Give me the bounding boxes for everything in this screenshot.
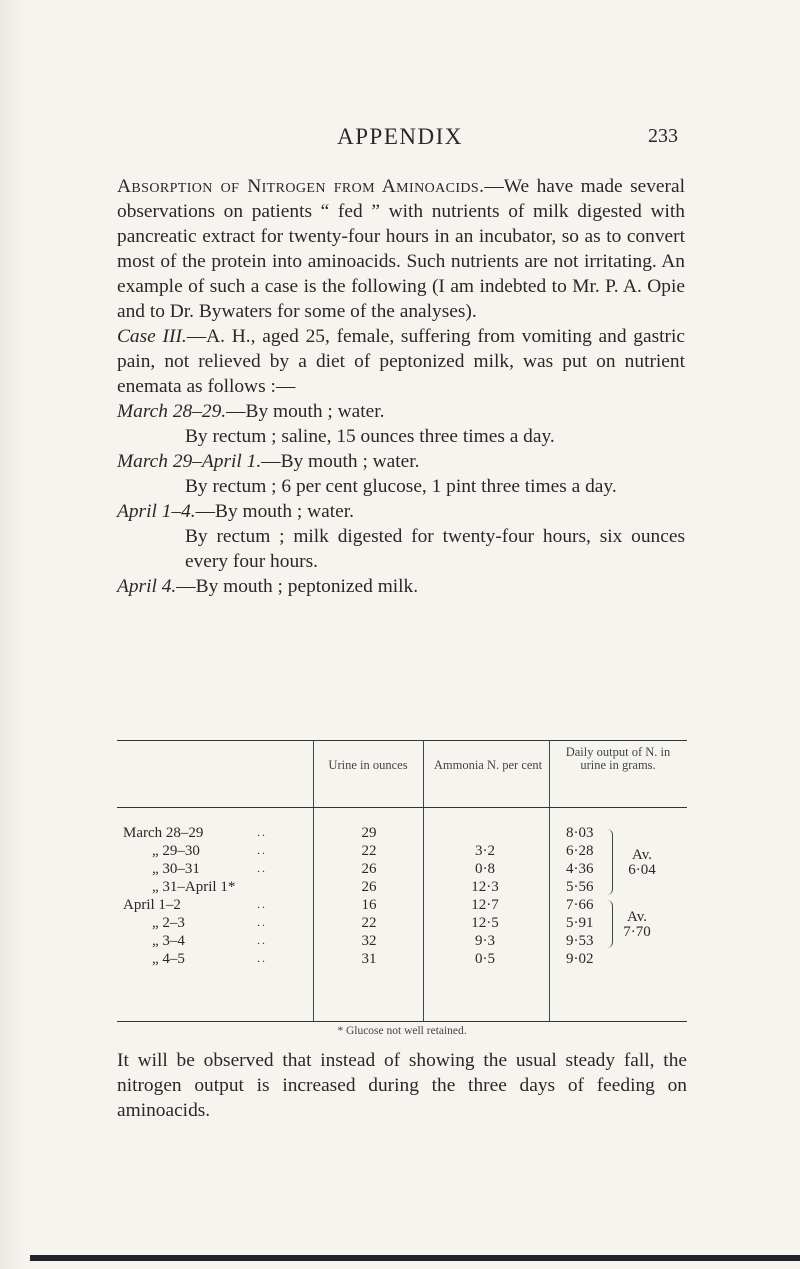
- schedule-mouth: —By mouth ; peptonized milk.: [176, 576, 419, 597]
- table-row: [117, 879, 687, 894]
- average-group: [617, 848, 667, 878]
- row-daily: 8·03: [566, 825, 594, 841]
- row-period: 31–April 1*: [162, 879, 236, 895]
- row-ammonia: 12·5: [471, 915, 499, 931]
- row-month: „: [152, 933, 159, 949]
- table-bottom-rule: [117, 1021, 687, 1022]
- row-urine: 31: [361, 951, 377, 967]
- average-group: [617, 910, 657, 940]
- table-top-rule: [117, 740, 687, 741]
- case-paragraph: [117, 324, 685, 399]
- table-row: „ 30–31 .. 26 0·8 4·36: [117, 861, 687, 876]
- header-daily-output: Daily output of N. in urine in grams.: [565, 745, 671, 772]
- table-row: „ 4–5 .. 31 0·5 9·02: [117, 951, 687, 966]
- row-daily: 5·56: [566, 879, 594, 895]
- schedule-date: March 28–29.: [117, 401, 227, 422]
- body-text: [117, 174, 685, 599]
- header-urine: Urine in ounces: [328, 758, 408, 772]
- row-daily: 5·91: [566, 915, 594, 931]
- page-header: [120, 124, 680, 154]
- average-label: Av.: [632, 847, 652, 863]
- table-row: March 28–29 .. 29 8·03: [117, 825, 687, 840]
- row-urine: 22: [361, 915, 377, 931]
- row-month: „: [152, 915, 159, 931]
- row-urine: 26: [361, 879, 377, 895]
- row-ammonia: 3·2: [475, 843, 495, 859]
- row-period: 30–31: [162, 861, 200, 877]
- closing-paragraph: [117, 1048, 687, 1123]
- header-rule: [117, 807, 687, 808]
- row-ammonia: 0·8: [475, 861, 495, 877]
- row-month: April: [123, 897, 155, 913]
- row-period: 29–30: [162, 843, 200, 859]
- row-period: 28–29: [165, 825, 204, 841]
- table-row: „ 2–3 .. 22 12·5 5·91: [117, 915, 687, 930]
- row-month: „: [152, 861, 159, 877]
- schedule-date: March 29–April 1.: [117, 451, 262, 472]
- row-month: „: [152, 951, 159, 967]
- row-period: 1–2: [158, 897, 181, 913]
- average-label: Av.: [627, 909, 647, 925]
- table-row: „ 3–4 .. 32 9·3 9·53: [117, 933, 687, 948]
- row-daily: 4·36: [566, 861, 594, 877]
- page-number: 233: [648, 125, 678, 147]
- schedule-mouth: —By mouth ; water.: [195, 501, 354, 522]
- schedule-mouth: —By mouth ; water.: [261, 451, 420, 472]
- nitrogen-table: [117, 740, 687, 967]
- case-label: Case III.: [117, 326, 187, 347]
- schedule-rectum: By rectum ; milk digested for twenty-four hours, six ounces every four hours.: [185, 526, 685, 572]
- row-ammonia: 12·7: [471, 897, 499, 913]
- row-period: 2–3: [162, 915, 185, 931]
- row-urine: 26: [361, 861, 377, 877]
- schedule-date: April 4.: [117, 576, 177, 597]
- row-ammonia: 12·3: [471, 879, 499, 895]
- gutter-shadow: [0, 0, 26, 1269]
- table-row: „ 29–30 .. 22 3·2 6·28: [117, 843, 687, 858]
- schedule-entry: [117, 574, 685, 599]
- row-urine: 22: [361, 843, 377, 859]
- schedule-entry: [117, 399, 685, 424]
- row-daily: 7·66: [566, 897, 594, 913]
- average-value: 6·04: [628, 862, 656, 878]
- row-daily: 9·53: [566, 933, 594, 949]
- average-brace: [607, 900, 613, 948]
- average-brace: [607, 829, 613, 895]
- schedule-rectum: By rectum ; 6 per cent glucose, 1 pint three times a day.: [185, 476, 617, 497]
- average-value: 7·70: [623, 924, 651, 940]
- intro-paragraph: [117, 174, 685, 324]
- row-ammonia: 0·5: [475, 951, 495, 967]
- scan-edge: [30, 1255, 800, 1261]
- table-footnote: * Glucose not well retained.: [337, 1025, 467, 1037]
- row-period: 3–4: [162, 933, 185, 949]
- case-text: —A. H., aged 25, female, suffering from vomiting and gastric pain, not relieved by a diet of peptonized milk, was put on nutrient enemata as follows :—: [117, 326, 685, 397]
- row-daily: 9·02: [566, 951, 594, 967]
- closing-text: It will be observed that instead of showing the usual steady fall, the nitrogen output is increased during the three days of feeding on aminoacids.: [117, 1050, 687, 1121]
- row-period: 4–5: [162, 951, 185, 967]
- row-urine: 29: [361, 825, 377, 841]
- schedule-rectum: By rectum ; saline, 15 ounces three times a day.: [185, 426, 555, 447]
- schedule-entry: [117, 449, 685, 474]
- row-month: March: [123, 825, 163, 841]
- table-row: April 1–2 .. 16 12·7 7·66: [117, 897, 687, 912]
- row-urine: 16: [361, 897, 377, 913]
- row-ammonia: 9·3: [475, 933, 495, 949]
- row-month: „: [152, 879, 159, 895]
- schedule-date: April 1–4.: [117, 501, 196, 522]
- schedule-entry: [117, 499, 685, 524]
- schedule-mouth: —By mouth ; water.: [226, 401, 385, 422]
- running-head: APPENDIX: [337, 124, 463, 149]
- row-daily: 6·28: [566, 843, 594, 859]
- intro-text: —We have made several observations on patients “ fed ” with nutrients of milk digested with pancreatic extract for twenty-four hours in an incubator, so as to convert most of the protein into aminoacids. Such nutrients are not irritating. An example of such a case is the following (I am indebted to Mr. P. A. Opie and to Dr. Bywaters for some of the analyses).: [117, 176, 685, 322]
- row-urine: 32: [361, 933, 377, 949]
- section-heading: Absorption of Nitrogen from Aminoacids.: [117, 176, 485, 197]
- header-ammonia: Ammonia N. per cent: [433, 758, 543, 772]
- row-month: „: [152, 843, 159, 859]
